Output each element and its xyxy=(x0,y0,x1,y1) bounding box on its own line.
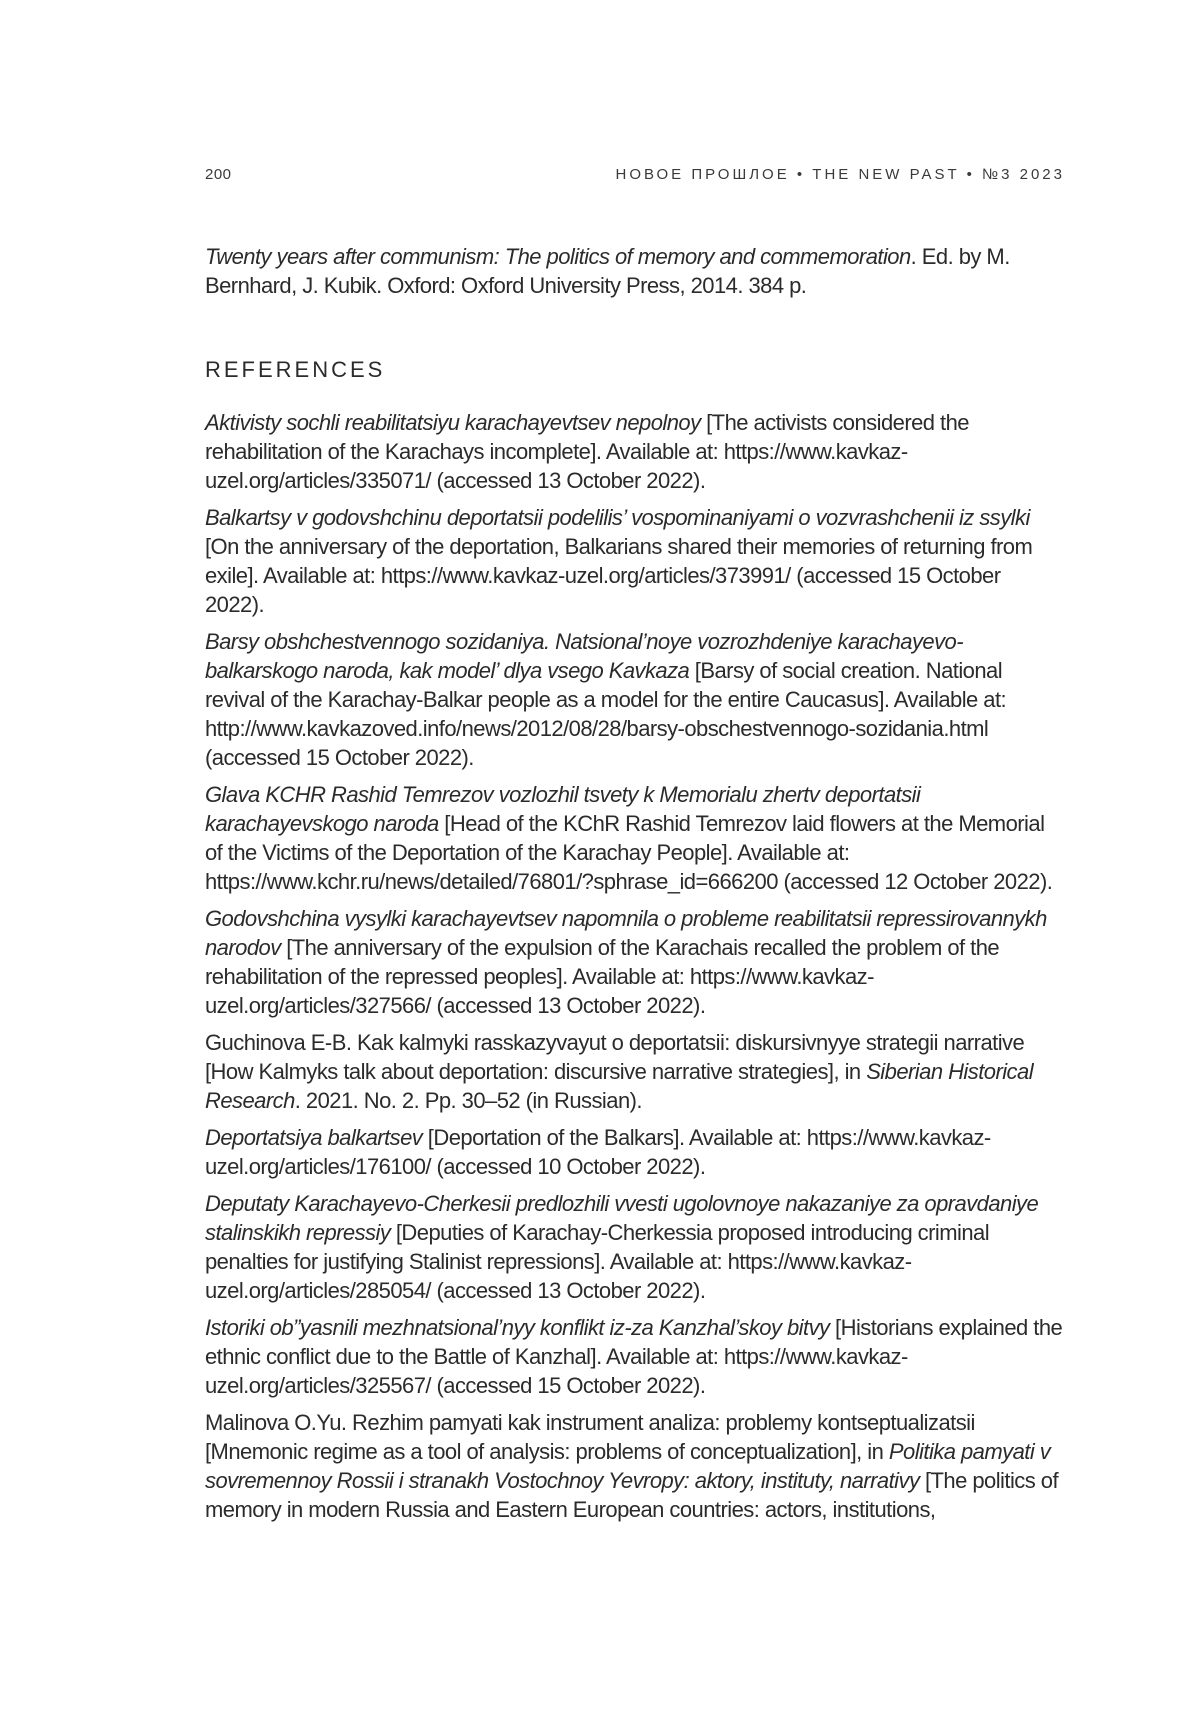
reference-details: [The activists considered the rehabilitation of the Karachays incomplete]. Available at: https://www.kavkaz-uzel.org/articles/335071/ (accessed 13 October 2022). xyxy=(205,410,969,493)
reference-item xyxy=(205,503,1065,619)
reference-title: Barsy obshchestvennogo sozidaniya. Natsional’noye vozrozhdeniye karachayevo-balkarskogo naroda, kak model’ dlya vsego Kavkaza xyxy=(205,629,963,683)
reference-lead: Malinova O.Yu. Rezhim pamyati kak instrument analiza: problemy kontseptualizatsii [Mnemonic regime as a tool of analysis: problems of conceptualization], in xyxy=(205,1410,975,1464)
reference-details: [On the anniversary of the deportation, Balkarians shared their memories of returning from exile]. Available at: https://www.kavkaz-uzel.org/articles/373991/ (accessed 15 October 2022). xyxy=(205,534,1033,617)
reference-item xyxy=(205,627,1065,772)
reference-item xyxy=(205,408,1065,495)
reference-details: [Deputies of Karachay-Cherkessia proposed introducing criminal penalties for justifying Stalinist repressions]. Available at: https://www.kavkaz-uzel.org/articles/285054/ (accessed 13 October 2022). xyxy=(205,1220,990,1303)
reference-details: [Historians explained the ethnic conflict due to the Battle of Kanzhal]. Available at: https://www.kavkaz-uzel.org/articles/325567/ (accessed 15 October 2022). xyxy=(205,1315,1063,1398)
reference-title: Siberian Historical Research xyxy=(205,1059,1034,1113)
reference-item xyxy=(205,1189,1065,1305)
page-number: 200 xyxy=(205,166,232,183)
journal-title: НОВОЕ ПРОШЛОЕ • THE NEW PAST • №3 2023 xyxy=(615,166,1065,183)
previous-entry-details: . Ed. by M. Bernhard, J. Kubik. Oxford: Oxford University Press, 2014. 384 p. xyxy=(205,244,1010,298)
reference-title: Glava KCHR Rashid Temrezov vozlozhil tsvety k Memorialu zhertv deportatsii karachayevskogo naroda xyxy=(205,782,921,836)
reference-title: Balkartsy v godovshchinu deportatsii podelilis’ vospominaniyami o vozvrashchenii iz ssylki xyxy=(205,505,1030,530)
reference-item xyxy=(205,1123,1065,1181)
reference-item xyxy=(205,904,1065,1020)
reference-title: Deportatsiya balkartsev xyxy=(205,1125,423,1150)
reference-details: [The politics of memory in modern Russia and Eastern European countries: actors, institutions, xyxy=(205,1468,1059,1522)
reference-lead: Guchinova E-B. Kak kalmyki rasskazyvayut o deportatsii: diskursivnyye strategii narrative [How Kalmyks talk about deportation: discursive narrative strategies], in xyxy=(205,1030,1025,1084)
references-heading: REFERENCES xyxy=(205,357,386,382)
reference-item xyxy=(205,1408,1065,1524)
reference-title: Godovshchina vysylki karachayevtsev napomnila o probleme reabilitatsii repressirovannykh narodov xyxy=(205,906,1047,960)
reference-details: [Barsy of social creation. National revival of the Karachay-Balkar people as a model for the entire Caucasus]. Available at: http://www.kavkazoved.info/news/2012/08/28/barsy-obschestvennogo-sozidania.html (accessed 15 October 2022). xyxy=(205,658,1007,770)
previous-entry xyxy=(205,242,1065,300)
reference-item xyxy=(205,1313,1065,1400)
running-header xyxy=(205,166,1065,188)
reference-details: . 2021. No. 2. Pp. 30–52 (in Russian). xyxy=(294,1088,642,1113)
reference-title: Deputaty Karachayevo-Cherkesii predlozhili vvesti ugolovnoye nakazaniye za opravdaniye stalinskikh repressiy xyxy=(205,1191,1039,1245)
reference-title: Aktivisty sochli reabilitatsiyu karachayevtsev nepolnoy xyxy=(205,410,701,435)
reference-details: [Head of the KChR Rashid Temrezov laid flowers at the Memorial of the Victims of the Deportation of the Karachay People]. Available at: https://www.kchr.ru/news/detailed/76801/?sphrase_id=666200 (accessed 12 October 2022). xyxy=(205,811,1053,894)
reference-item xyxy=(205,1028,1065,1115)
previous-entry-title: Twenty years after communism: The politics of memory and commemoration xyxy=(205,244,911,269)
reference-item xyxy=(205,780,1065,896)
reference-details: [The anniversary of the expulsion of the Karachais recalled the problem of the rehabilitation of the repressed peoples]. Available at: https://www.kavkaz-uzel.org/articles/327566/ (accessed 13 October 2022). xyxy=(205,935,1000,1018)
references-list xyxy=(205,408,1065,1532)
reference-title: Istoriki ob”yasnili mezhnatsional’nyy konflikt iz-za Kanzhal’skoy bitvy xyxy=(205,1315,830,1340)
reference-title: Politika pamyati v sovremennoy Rossii i stranakh Vostochnoy Yevropy: aktory, instituty, narrativy xyxy=(205,1439,1051,1493)
reference-details: [Deportation of the Balkars]. Available at: https://www.kavkaz-uzel.org/articles/176100/ (accessed 10 October 2022). xyxy=(205,1125,991,1179)
